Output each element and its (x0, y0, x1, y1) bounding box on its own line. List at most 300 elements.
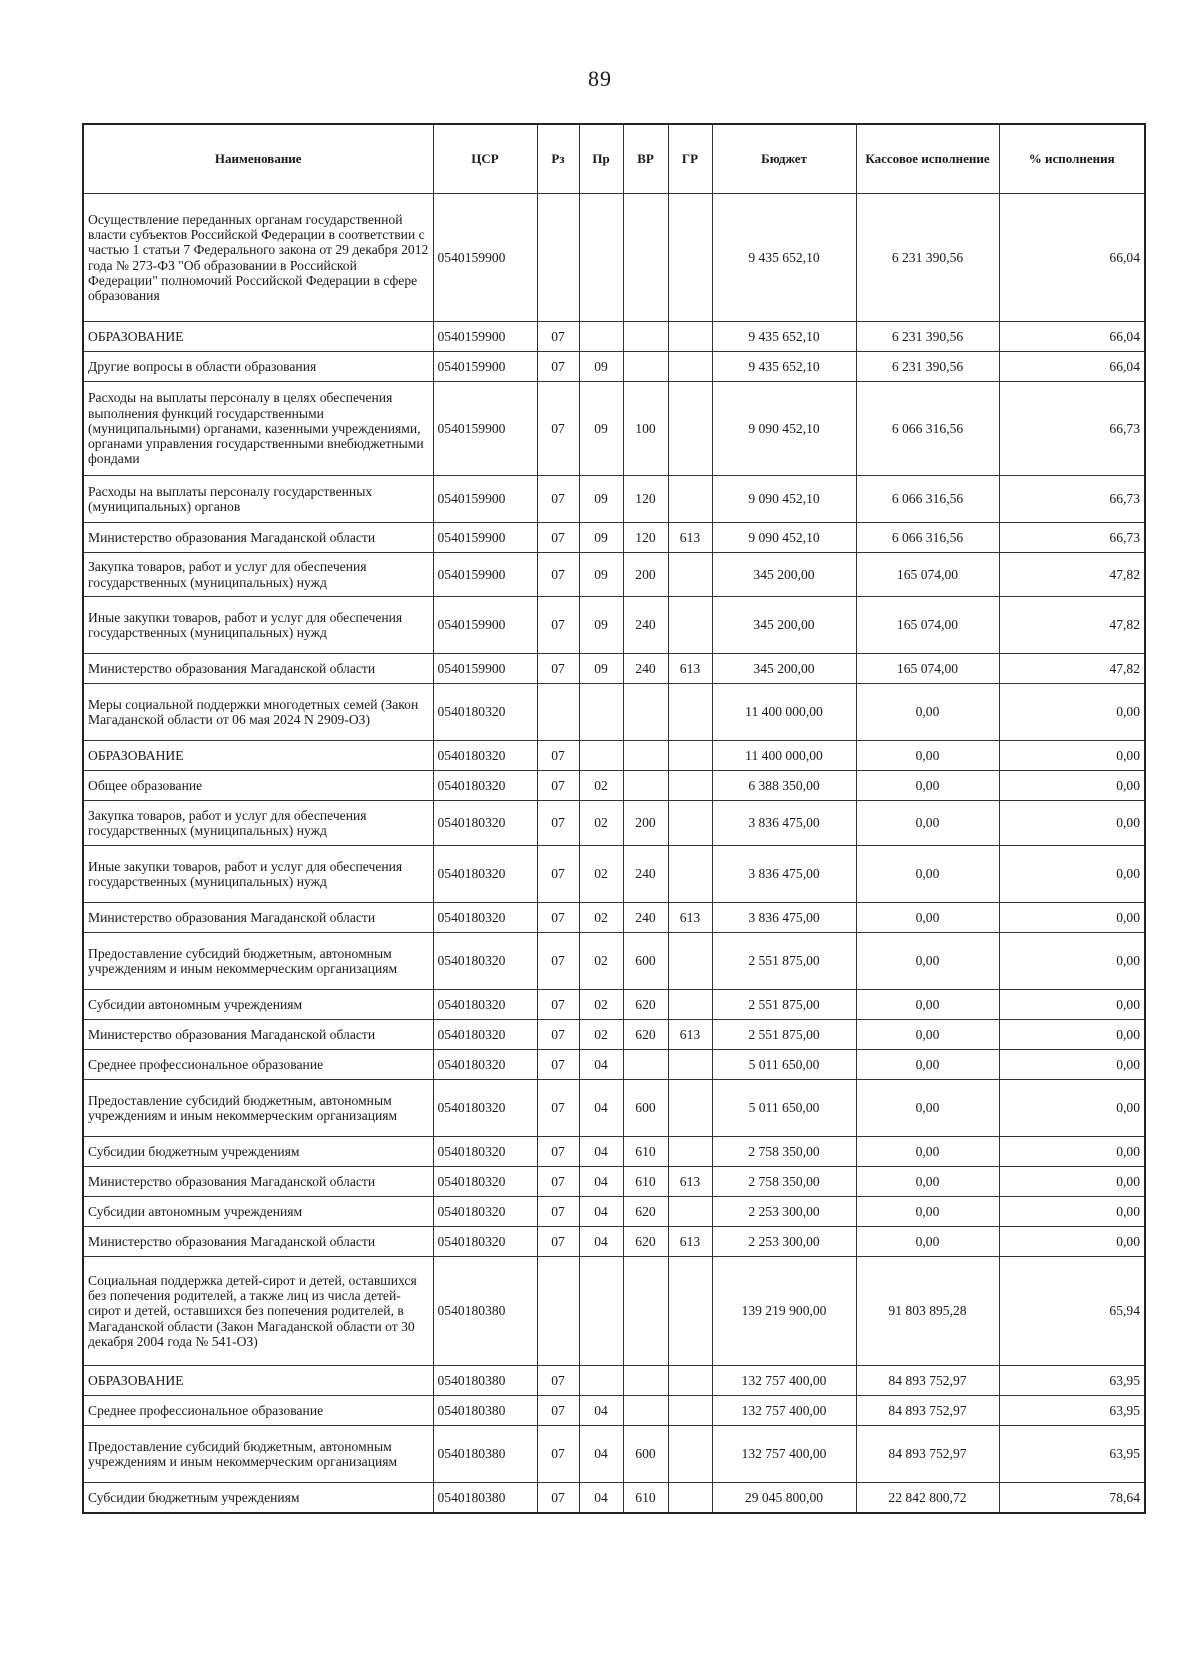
cell-vr (623, 194, 668, 322)
table-row (83, 1426, 1145, 1483)
cell-csr: 0540180320 (433, 846, 537, 903)
cell-rz: 07 (537, 523, 579, 553)
cell-pct: 66,73 (999, 476, 1145, 523)
cell-pr: 04 (579, 1396, 623, 1426)
cell-kassa: 0,00 (856, 1137, 999, 1167)
cell-pr: 04 (579, 1426, 623, 1483)
cell-vr: 610 (623, 1483, 668, 1513)
cell-vr: 610 (623, 1137, 668, 1167)
cell-budget: 9 435 652,10 (712, 194, 856, 322)
cell-budget: 139 219 900,00 (712, 1257, 856, 1366)
cell-name: Общее образование (83, 771, 433, 801)
cell-rz: 07 (537, 933, 579, 990)
cell-budget: 2 253 300,00 (712, 1227, 856, 1257)
cell-csr: 0540180320 (433, 1227, 537, 1257)
cell-gr (668, 1197, 712, 1227)
cell-csr: 0540180320 (433, 684, 537, 741)
cell-gr (668, 1137, 712, 1167)
cell-rz: 07 (537, 846, 579, 903)
cell-pr: 09 (579, 654, 623, 684)
cell-pr: 09 (579, 523, 623, 553)
table-row (83, 933, 1145, 990)
cell-budget: 2 551 875,00 (712, 933, 856, 990)
cell-budget: 132 757 400,00 (712, 1366, 856, 1396)
cell-kassa: 0,00 (856, 1167, 999, 1197)
cell-name: Министерство образования Магаданской области (83, 654, 433, 684)
cell-vr: 100 (623, 382, 668, 476)
cell-pr (579, 194, 623, 322)
cell-pr: 09 (579, 382, 623, 476)
cell-kassa: 165 074,00 (856, 597, 999, 654)
cell-name: Социальная поддержка детей-сирот и детей, оставшихся без попечения родителей, а также лиц из числа детей-сирот и детей, оставшихся без попечения родителей, в Магаданской области (Закон Магаданской области от 30 декабря 2004 года № 541-ОЗ) (83, 1257, 433, 1366)
cell-name: Субсидии бюджетным учреждениям (83, 1483, 433, 1513)
table-row (83, 990, 1145, 1020)
cell-csr: 0540180380 (433, 1396, 537, 1426)
cell-csr: 0540180320 (433, 771, 537, 801)
cell-pct: 66,04 (999, 194, 1145, 322)
cell-rz: 07 (537, 322, 579, 352)
cell-rz: 07 (537, 1050, 579, 1080)
cell-rz: 07 (537, 1080, 579, 1137)
cell-csr: 0540180380 (433, 1426, 537, 1483)
cell-pr: 04 (579, 1167, 623, 1197)
cell-pr: 04 (579, 1197, 623, 1227)
table-row (83, 476, 1145, 523)
cell-pr (579, 684, 623, 741)
cell-pr (579, 322, 623, 352)
cell-gr (668, 1426, 712, 1483)
cell-gr (668, 597, 712, 654)
cell-name: Предоставление субсидий бюджетным, автономным учреждениям и иным некоммерческим организациям (83, 1080, 433, 1137)
cell-name: Осуществление переданных органам государственной власти субъектов Российской Федерации в соответствии с частью 1 статьи 7 Федерального закона от 29 декабря 2012 года № 273-ФЗ "Об образовании в Российской Федерации" полномочий Российской Федерации в сфере образования (83, 194, 433, 322)
cell-rz: 07 (537, 1396, 579, 1426)
cell-pct: 63,95 (999, 1396, 1145, 1426)
cell-gr (668, 801, 712, 846)
cell-name: Министерство образования Магаданской области (83, 523, 433, 553)
cell-pct: 66,73 (999, 523, 1145, 553)
cell-gr: 613 (668, 1167, 712, 1197)
table-row (83, 1167, 1145, 1197)
table-row (83, 801, 1145, 846)
cell-pr: 09 (579, 597, 623, 654)
cell-kassa: 6 231 390,56 (856, 322, 999, 352)
cell-kassa: 0,00 (856, 903, 999, 933)
cell-vr (623, 1257, 668, 1366)
cell-kassa: 0,00 (856, 684, 999, 741)
cell-pr: 04 (579, 1137, 623, 1167)
cell-pct: 0,00 (999, 1020, 1145, 1050)
cell-vr: 620 (623, 990, 668, 1020)
cell-rz: 07 (537, 990, 579, 1020)
table-row (83, 523, 1145, 553)
cell-rz: 07 (537, 903, 579, 933)
cell-csr: 0540180320 (433, 801, 537, 846)
cell-pr (579, 741, 623, 771)
cell-budget: 29 045 800,00 (712, 1483, 856, 1513)
cell-pr: 09 (579, 553, 623, 597)
table-row (83, 597, 1145, 654)
cell-csr: 0540159900 (433, 654, 537, 684)
cell-vr: 240 (623, 903, 668, 933)
cell-gr (668, 1483, 712, 1513)
table-row (83, 1483, 1145, 1513)
header-kassa: Кассовое исполнение (856, 124, 999, 194)
cell-pct: 66,04 (999, 322, 1145, 352)
cell-vr (623, 741, 668, 771)
cell-pct: 63,95 (999, 1366, 1145, 1396)
cell-gr: 613 (668, 1227, 712, 1257)
cell-gr: 613 (668, 1020, 712, 1050)
table-row (83, 654, 1145, 684)
cell-csr: 0540159900 (433, 523, 537, 553)
cell-budget: 345 200,00 (712, 654, 856, 684)
cell-vr: 620 (623, 1197, 668, 1227)
cell-name: ОБРАЗОВАНИЕ (83, 322, 433, 352)
table-row (83, 1020, 1145, 1050)
cell-budget: 9 435 652,10 (712, 352, 856, 382)
cell-pr (579, 1366, 623, 1396)
cell-name: Иные закупки товаров, работ и услуг для обеспечения государственных (муниципальных) нужд (83, 597, 433, 654)
cell-vr (623, 684, 668, 741)
cell-budget: 345 200,00 (712, 597, 856, 654)
cell-kassa: 165 074,00 (856, 654, 999, 684)
cell-gr: 613 (668, 903, 712, 933)
cell-rz: 07 (537, 801, 579, 846)
cell-pct: 0,00 (999, 741, 1145, 771)
cell-pr: 04 (579, 1080, 623, 1137)
cell-kassa: 0,00 (856, 1197, 999, 1227)
header-vr: ВР (623, 124, 668, 194)
table-row (83, 903, 1145, 933)
header-budget: Бюджет (712, 124, 856, 194)
cell-kassa: 6 231 390,56 (856, 194, 999, 322)
cell-pr: 04 (579, 1227, 623, 1257)
cell-gr (668, 684, 712, 741)
cell-pr: 04 (579, 1483, 623, 1513)
cell-budget: 6 388 350,00 (712, 771, 856, 801)
cell-budget: 9 435 652,10 (712, 322, 856, 352)
cell-kassa: 84 893 752,97 (856, 1366, 999, 1396)
table-row (83, 382, 1145, 476)
cell-rz: 07 (537, 1167, 579, 1197)
cell-vr (623, 1396, 668, 1426)
cell-rz: 07 (537, 771, 579, 801)
cell-gr (668, 322, 712, 352)
cell-budget: 2 551 875,00 (712, 1020, 856, 1050)
cell-name: Субсидии бюджетным учреждениям (83, 1137, 433, 1167)
cell-rz: 07 (537, 1227, 579, 1257)
cell-csr: 0540180320 (433, 1020, 537, 1050)
cell-vr (623, 771, 668, 801)
cell-gr (668, 553, 712, 597)
cell-csr: 0540180380 (433, 1257, 537, 1366)
cell-csr: 0540159900 (433, 597, 537, 654)
cell-pr: 02 (579, 846, 623, 903)
cell-pct: 0,00 (999, 1137, 1145, 1167)
budget-table (82, 123, 1146, 1514)
cell-gr (668, 771, 712, 801)
table-header-row (83, 124, 1145, 194)
cell-rz: 07 (537, 382, 579, 476)
cell-csr: 0540180320 (433, 933, 537, 990)
cell-csr: 0540159900 (433, 476, 537, 523)
cell-kassa: 0,00 (856, 933, 999, 990)
cell-budget: 3 836 475,00 (712, 846, 856, 903)
cell-rz: 07 (537, 1483, 579, 1513)
cell-vr: 240 (623, 597, 668, 654)
cell-pct: 47,82 (999, 654, 1145, 684)
cell-kassa: 91 803 895,28 (856, 1257, 999, 1366)
cell-name: Министерство образования Магаданской области (83, 1167, 433, 1197)
cell-kassa: 0,00 (856, 1050, 999, 1080)
table-row (83, 741, 1145, 771)
cell-gr (668, 382, 712, 476)
table-row (83, 1050, 1145, 1080)
cell-gr (668, 1396, 712, 1426)
table-row (83, 846, 1145, 903)
cell-kassa: 6 231 390,56 (856, 352, 999, 382)
cell-vr (623, 1050, 668, 1080)
header-pr: Пр (579, 124, 623, 194)
cell-kassa: 0,00 (856, 990, 999, 1020)
cell-budget: 2 758 350,00 (712, 1137, 856, 1167)
cell-vr: 600 (623, 1080, 668, 1137)
cell-gr (668, 933, 712, 990)
cell-rz: 07 (537, 476, 579, 523)
cell-vr: 200 (623, 801, 668, 846)
cell-rz: 07 (537, 1366, 579, 1396)
cell-vr: 620 (623, 1020, 668, 1050)
cell-vr: 120 (623, 523, 668, 553)
cell-budget: 132 757 400,00 (712, 1426, 856, 1483)
cell-csr: 0540159900 (433, 352, 537, 382)
cell-pr: 09 (579, 352, 623, 382)
cell-gr (668, 1050, 712, 1080)
cell-rz: 07 (537, 1197, 579, 1227)
cell-csr: 0540180320 (433, 990, 537, 1020)
cell-rz (537, 194, 579, 322)
cell-kassa: 0,00 (856, 771, 999, 801)
cell-gr (668, 1257, 712, 1366)
cell-budget: 11 400 000,00 (712, 741, 856, 771)
table-row (83, 771, 1145, 801)
cell-name: Расходы на выплаты персоналу в целях обеспечения выполнения функций государственными (муниципальными) органами, казенными учреждениями, органами управления государственными внебюджетными фондами (83, 382, 433, 476)
cell-gr: 613 (668, 523, 712, 553)
cell-rz (537, 684, 579, 741)
cell-pct: 0,00 (999, 1197, 1145, 1227)
cell-pr (579, 1257, 623, 1366)
cell-pct: 0,00 (999, 684, 1145, 741)
cell-csr: 0540180380 (433, 1483, 537, 1513)
cell-vr (623, 1366, 668, 1396)
cell-pr: 02 (579, 1020, 623, 1050)
cell-pct: 66,04 (999, 352, 1145, 382)
cell-budget: 9 090 452,10 (712, 476, 856, 523)
cell-gr (668, 741, 712, 771)
cell-pr: 02 (579, 771, 623, 801)
table-row (83, 1396, 1145, 1426)
cell-rz: 07 (537, 352, 579, 382)
cell-pct: 0,00 (999, 1050, 1145, 1080)
cell-gr (668, 846, 712, 903)
cell-budget: 5 011 650,00 (712, 1080, 856, 1137)
table-row (83, 322, 1145, 352)
cell-pr: 02 (579, 933, 623, 990)
table-row (83, 1227, 1145, 1257)
cell-kassa: 84 893 752,97 (856, 1426, 999, 1483)
table-body (83, 194, 1145, 1513)
cell-rz (537, 1257, 579, 1366)
cell-pct: 0,00 (999, 903, 1145, 933)
cell-pr: 09 (579, 476, 623, 523)
cell-name: Министерство образования Магаданской области (83, 1227, 433, 1257)
cell-pct: 0,00 (999, 933, 1145, 990)
cell-pct: 0,00 (999, 846, 1145, 903)
cell-vr: 620 (623, 1227, 668, 1257)
cell-gr (668, 476, 712, 523)
cell-name: Субсидии автономным учреждениям (83, 990, 433, 1020)
cell-vr: 240 (623, 846, 668, 903)
cell-kassa: 6 066 316,56 (856, 523, 999, 553)
cell-vr: 610 (623, 1167, 668, 1197)
cell-rz: 07 (537, 741, 579, 771)
cell-name: Среднее профессиональное образование (83, 1050, 433, 1080)
cell-pct: 0,00 (999, 990, 1145, 1020)
table-row (83, 1197, 1145, 1227)
cell-rz: 07 (537, 597, 579, 654)
cell-name: Другие вопросы в области образования (83, 352, 433, 382)
cell-budget: 2 551 875,00 (712, 990, 856, 1020)
cell-kassa: 0,00 (856, 1080, 999, 1137)
cell-csr: 0540180320 (433, 1137, 537, 1167)
cell-vr: 240 (623, 654, 668, 684)
cell-vr (623, 352, 668, 382)
table-row (83, 352, 1145, 382)
cell-pr: 02 (579, 801, 623, 846)
cell-gr (668, 990, 712, 1020)
cell-csr: 0540180320 (433, 1197, 537, 1227)
cell-budget: 2 758 350,00 (712, 1167, 856, 1197)
cell-vr: 200 (623, 553, 668, 597)
header-gr: ГР (668, 124, 712, 194)
cell-kassa: 6 066 316,56 (856, 476, 999, 523)
cell-csr: 0540159900 (433, 382, 537, 476)
cell-pr: 02 (579, 990, 623, 1020)
cell-name: Закупка товаров, работ и услуг для обеспечения государственных (муниципальных) нужд (83, 553, 433, 597)
cell-vr (623, 322, 668, 352)
cell-budget: 9 090 452,10 (712, 523, 856, 553)
cell-pct: 65,94 (999, 1257, 1145, 1366)
cell-pr: 02 (579, 903, 623, 933)
cell-csr: 0540159900 (433, 322, 537, 352)
cell-name: Среднее профессиональное образование (83, 1396, 433, 1426)
cell-pct: 63,95 (999, 1426, 1145, 1483)
cell-name: Субсидии автономным учреждениям (83, 1197, 433, 1227)
cell-budget: 3 836 475,00 (712, 903, 856, 933)
header-rz: Рз (537, 124, 579, 194)
cell-rz: 07 (537, 1137, 579, 1167)
header-csr: ЦСР (433, 124, 537, 194)
cell-pct: 66,73 (999, 382, 1145, 476)
page-number: 89 (588, 66, 612, 91)
cell-budget: 11 400 000,00 (712, 684, 856, 741)
cell-csr: 0540180320 (433, 1080, 537, 1137)
cell-name: Закупка товаров, работ и услуг для обеспечения государственных (муниципальных) нужд (83, 801, 433, 846)
cell-csr: 0540180320 (433, 741, 537, 771)
cell-name: ОБРАЗОВАНИЕ (83, 1366, 433, 1396)
cell-kassa: 0,00 (856, 846, 999, 903)
cell-budget: 9 090 452,10 (712, 382, 856, 476)
cell-csr: 0540180320 (433, 1050, 537, 1080)
cell-kassa: 84 893 752,97 (856, 1396, 999, 1426)
cell-gr (668, 194, 712, 322)
cell-pct: 0,00 (999, 1080, 1145, 1137)
cell-kassa: 0,00 (856, 801, 999, 846)
cell-pct: 78,64 (999, 1483, 1145, 1513)
cell-name: Предоставление субсидий бюджетным, автономным учреждениям и иным некоммерческим организациям (83, 933, 433, 990)
table-row (83, 553, 1145, 597)
cell-kassa: 0,00 (856, 1227, 999, 1257)
cell-vr: 120 (623, 476, 668, 523)
cell-kassa: 165 074,00 (856, 553, 999, 597)
cell-kassa: 6 066 316,56 (856, 382, 999, 476)
cell-pct: 0,00 (999, 1167, 1145, 1197)
cell-kassa: 0,00 (856, 1020, 999, 1050)
cell-pct: 47,82 (999, 597, 1145, 654)
table-row (83, 1080, 1145, 1137)
table-row (83, 194, 1145, 322)
cell-csr: 0540159900 (433, 553, 537, 597)
cell-pr: 04 (579, 1050, 623, 1080)
header-name: Наименование (83, 124, 433, 194)
table-row (83, 1366, 1145, 1396)
cell-rz: 07 (537, 1426, 579, 1483)
cell-pct: 47,82 (999, 553, 1145, 597)
cell-csr: 0540180380 (433, 1366, 537, 1396)
cell-rz: 07 (537, 553, 579, 597)
cell-gr (668, 352, 712, 382)
cell-rz: 07 (537, 654, 579, 684)
cell-name: ОБРАЗОВАНИЕ (83, 741, 433, 771)
cell-budget: 132 757 400,00 (712, 1396, 856, 1426)
cell-name: Министерство образования Магаданской области (83, 903, 433, 933)
table-row (83, 684, 1145, 741)
cell-name: Предоставление субсидий бюджетным, автономным учреждениям и иным некоммерческим организациям (83, 1426, 433, 1483)
cell-gr (668, 1080, 712, 1137)
cell-csr: 0540159900 (433, 194, 537, 322)
cell-name: Расходы на выплаты персоналу государственных (муниципальных) органов (83, 476, 433, 523)
cell-vr: 600 (623, 1426, 668, 1483)
cell-kassa: 22 842 800,72 (856, 1483, 999, 1513)
cell-name: Иные закупки товаров, работ и услуг для обеспечения государственных (муниципальных) нужд (83, 846, 433, 903)
cell-pct: 0,00 (999, 801, 1145, 846)
cell-gr (668, 1366, 712, 1396)
cell-rz: 07 (537, 1020, 579, 1050)
cell-budget: 2 253 300,00 (712, 1197, 856, 1227)
cell-csr: 0540180320 (433, 1167, 537, 1197)
cell-pct: 0,00 (999, 771, 1145, 801)
cell-kassa: 0,00 (856, 741, 999, 771)
cell-name: Меры социальной поддержки многодетных семей (Закон Магаданской области от 06 мая 2024 N 2909-ОЗ) (83, 684, 433, 741)
cell-csr: 0540180320 (433, 903, 537, 933)
cell-budget: 5 011 650,00 (712, 1050, 856, 1080)
header-pct: % исполнения (999, 124, 1145, 194)
cell-vr: 600 (623, 933, 668, 990)
table-row (83, 1257, 1145, 1366)
cell-name: Министерство образования Магаданской области (83, 1020, 433, 1050)
cell-gr: 613 (668, 654, 712, 684)
cell-budget: 3 836 475,00 (712, 801, 856, 846)
